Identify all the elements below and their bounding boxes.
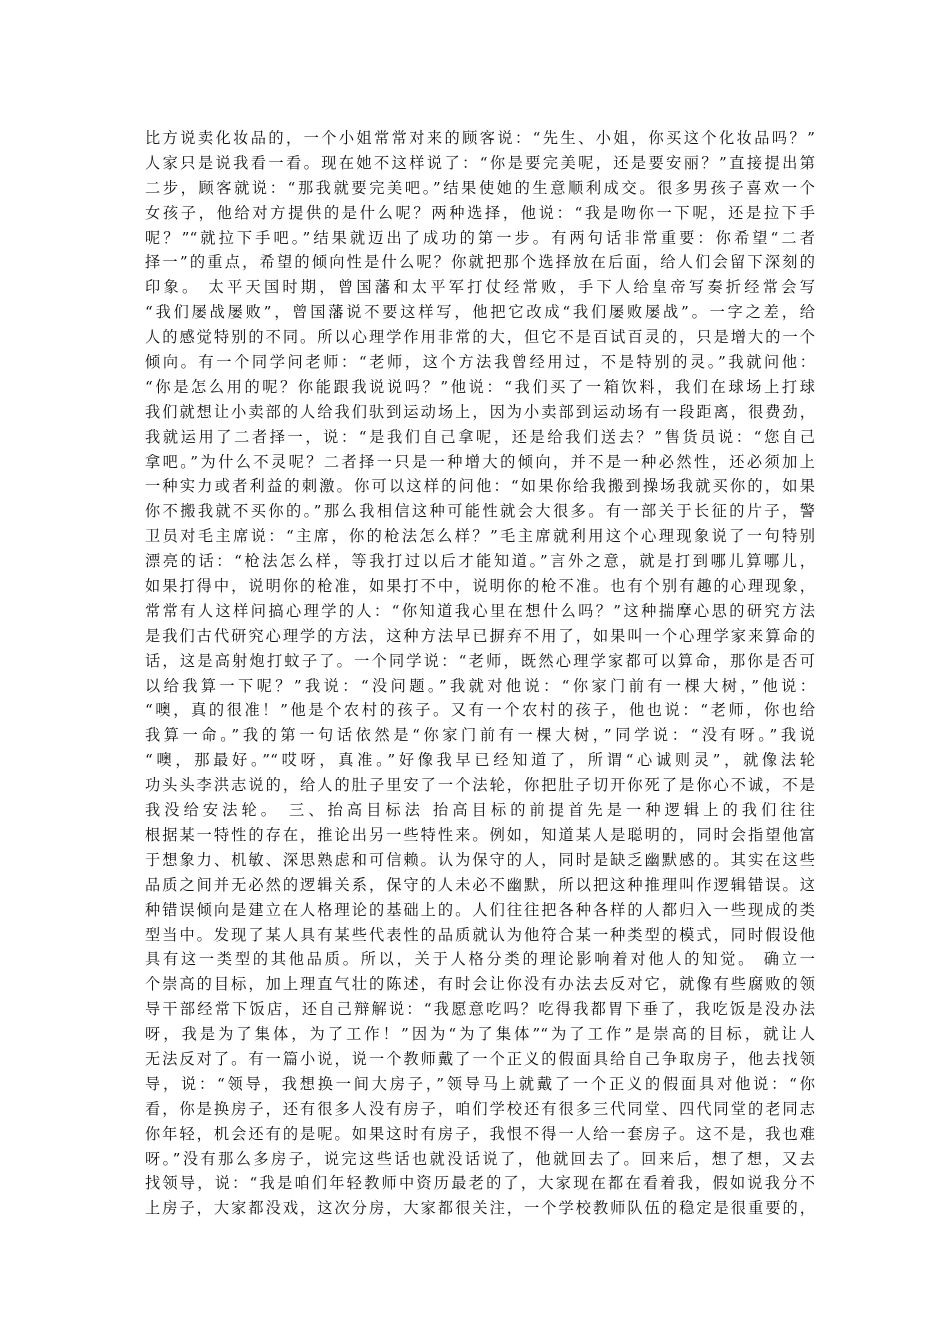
text-line: 导，说：“领导，我想换一间大房子，”领导马上就戴了一个正义的假面具对他说：“你 [145, 1074, 815, 1093]
text-line: 常常有人这样问搞心理学的人：“你知道我心里在想什么吗？”这种揣摩心思的研究方法 [145, 601, 815, 620]
text-line: 我算一命。”我的第一句话依然是“你家门前有一棵大树，”同学说：“没有呀。”我说 [145, 726, 815, 745]
text-line: 卫员对毛主席说：“主席，你的枪法怎么样？”毛主席就利用这个心理现象说了一句特别 [145, 527, 815, 546]
text-line: “噢，那最好。”“哎呀，真准。”好像我早已经知道了，所谓“心诚则灵”，就像法轮 [145, 751, 815, 770]
text-line: 种错误倾向是建立在人格理论的基础上的。人们往往把各种各样的人都归入一些现成的类 [145, 900, 815, 919]
text-line: 你不搬我就不买你的。”那么我相信这种可能性就会大很多。有一部关于长征的片子，警 [145, 502, 815, 521]
text-line: 具有这一类型的其他品质。所以，关于人格分类的理论影响着对他人的知觉。 确立一 [145, 950, 815, 969]
text-line: 上房子，大家都没戏，这次分房，大家都很关注，一个学校教师队伍的稳定是很重要的， [145, 1199, 815, 1218]
text-line: 以给我算一下呢？”我说：“没问题。”我就对他说：“你家门前有一棵大树，”他说： [145, 676, 815, 695]
text-line: 一种实力或者利益的刺激。你可以这样的问他：“如果你给我搬到操场我就买你的，如果 [145, 477, 815, 496]
body-text [145, 126, 815, 1221]
text-line: 呀，我是为了集体，为了工作！”因为“为了集体”“为了工作”是崇高的目标，就让人 [145, 1025, 815, 1044]
text-line: 倾向。有一个同学问老师：“老师，这个方法我曾经用过，不是特别的灵。”我就问他： [145, 353, 815, 372]
text-line: 根据某一特性的存在，推论出另一些特性来。例如，知道某人是聪明的，同时会指望他富 [145, 825, 815, 844]
text-line: 我没给安法轮。 三、抬高目标法 抬高目标的前提首先是一种逻辑上的我们往往 [145, 801, 815, 820]
text-line: 型当中。发现了某人具有某些代表性的品质就认为他符合某一种类型的模式，同时假设他 [145, 925, 815, 944]
text-line: 功头头李洪志说的，给人的肚子里安了一个法轮，你把肚子切开你死了是你心不诚，不是 [145, 776, 815, 795]
text-line: 于想象力、机敏、深思熟虑和可信赖。认为保守的人，同时是缺乏幽默感的。其实在这些 [145, 850, 815, 869]
text-line: 二步，顾客就说：“那我就要完美吧。”结果使她的生意顺利成交。很多男孩子喜欢一个 [145, 178, 815, 197]
text-line: “噢，真的很准！”他是个农村的孩子。又有一个农村的孩子，他也说：“老师，你也给 [145, 701, 815, 720]
text-line: 话，这是高射炮打蚊子了。一个同学说：“老师，既然心理学家都可以算命，那你是否可 [145, 651, 815, 670]
text-line: “我们屡战屡败”，曾国藩说不要这样写，他把它改成“我们屡败屡战”。一字之差，给 [145, 303, 815, 322]
text-line: 我就运用了二者择一，说：“是我们自己拿呢，还是给我们送去？”售货员说：“您自己 [145, 427, 815, 446]
text-line: 找领导，说：“我是咱们年轻教师中资历最老的了，大家现在都在看着我，假如说我分不 [145, 1174, 815, 1193]
text-line: 拿吧。”为什么不灵呢？二者择一只是一种增大的倾向，并不是一种必然性，还必须加上 [145, 452, 815, 471]
text-line: 无法反对了。有一篇小说，说一个教师戴了一个正义的假面具给自己争取房子，他去找领 [145, 1049, 815, 1068]
text-line: 是我们古代研究心理学的方法，这种方法早已摒弃不用了，如果叫一个心理学家来算命的 [145, 626, 815, 645]
text-line: 人家只是说我看一看。现在她不这样说了：“你是要完美呢，还是要安丽？”直接提出第 [145, 153, 815, 172]
text-line: 比方说卖化妆品的，一个小姐常常对来的顾客说：“先生、小姐，你买这个化妆品吗？” [145, 129, 815, 147]
text-line: 呀。”没有那么多房子，说完这些话也就没话说了，他就回去了。回来后，想了想，又去 [145, 1149, 815, 1168]
text-line: 我们就想让小卖部的人给我们驮到运动场上，因为小卖部到运动场有一段距离，很费劲， [145, 402, 815, 421]
text-line: 择一”的重点，希望的倾向性是什么呢？你就把那个选择放在后面，给人们会留下深刻的 [145, 253, 815, 272]
text-line: 女孩子，他给对方提供的是什么呢？两种选择，他说：“我是吻你一下呢，还是拉下手 [145, 203, 815, 222]
text-line: 看，你是换房子，还有很多人没有房子，咱们学校还有很多三代同堂、四代同堂的老同志 [145, 1099, 815, 1118]
text-line: 呢？”“就拉下手吧。”结果就迈出了成功的第一步。有两句话非常重要：你希望“二者 [145, 228, 815, 247]
text-line: 如果打得中，说明你的枪准，如果打不中，说明你的枪不准。也有个别有趣的心理现象， [145, 577, 815, 596]
text-line: 导干部经常下饭店，还自己辩解说：“我愿意吃吗？吃得我都胃下垂了，我吃饭是没办法 [145, 1000, 815, 1019]
text-line: 漂亮的话：“枪法怎么样，等我打过以后才能知道。”言外之意，就是打到哪儿算哪儿， [145, 552, 815, 571]
text-line: “你是怎么用的呢？你能跟我说说吗？”他说：“我们买了一箱饮料，我们在球场上打球 [145, 377, 815, 396]
text-line: 品质之间并无必然的逻辑关系，保守的人未必不幽默，所以把这种推理叫作逻辑错误。这 [145, 875, 815, 894]
text-line: 个崇高的目标，加上理直气壮的陈述，有时会让你没有办法去反对它，就像有些腐败的领 [145, 975, 815, 994]
text-line: 印象。 太平天国时期，曾国藩和太平军打仗经常败，手下人给皇帝写奏折经常会写 [145, 278, 815, 297]
text-line: 你年轻，机会还有的是呢。如果这时有房子，我恨不得一人给一套房子。这不是，我也难 [145, 1124, 815, 1143]
text-line: 人的感觉特别的不同。所以心理学作用非常的大，但它不是百试百灵的，只是增大的一个 [145, 328, 815, 347]
